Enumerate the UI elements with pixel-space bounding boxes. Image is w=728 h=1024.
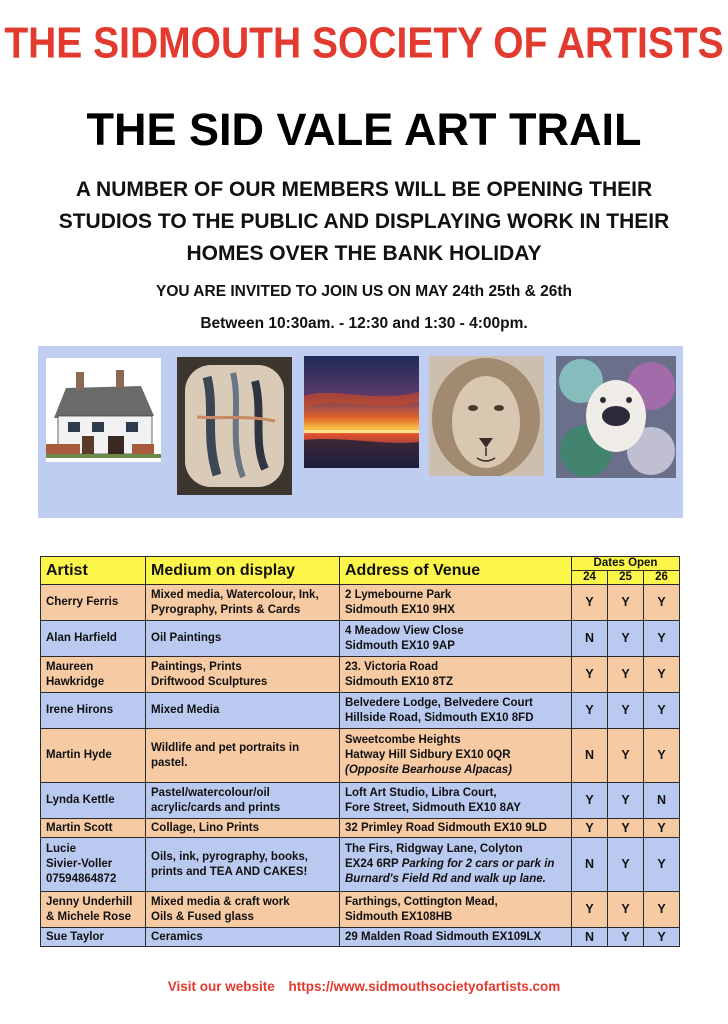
open-cell: Y: [644, 585, 680, 621]
medium-cell: Mixed media & craft work Oils & Fused glass: [146, 892, 340, 928]
website-label: Visit our website: [167, 979, 275, 994]
open-cell: Y: [644, 729, 680, 783]
opening-times: Between 10:30am. - 12:30 and 1:30 - 4:00pm.: [200, 315, 528, 332]
table-row: [41, 838, 680, 892]
table-row: [41, 783, 680, 819]
open-cell: N: [572, 621, 608, 657]
header-day: 26: [644, 571, 680, 585]
medium-cell: Pastel/watercolour/oil acrylic/cards and prints: [146, 783, 340, 819]
open-cell: Y: [644, 928, 680, 947]
artist-cell: Lynda Kettle: [41, 783, 146, 819]
website-link[interactable]: https://www.sidmouthsocietyofartists.com: [288, 979, 561, 994]
abstract-dog-painting-image: [556, 356, 676, 478]
header-artist: Artist: [41, 557, 146, 585]
open-cell: Y: [608, 585, 644, 621]
website-footer: [0, 979, 728, 994]
table-row: [41, 819, 680, 838]
open-cell: Y: [572, 693, 608, 729]
header-day: 25: [608, 571, 644, 585]
artist-cell: Martin Scott: [41, 819, 146, 838]
medium-cell: Oil Paintings: [146, 621, 340, 657]
open-cell: N: [572, 838, 608, 892]
lion-portrait-image: [429, 356, 544, 476]
address-cell: Belvedere Lodge, Belvedere Court Hillside Road, Sidmouth EX10 8FD: [340, 693, 572, 729]
open-cell: Y: [644, 838, 680, 892]
artist-cell: Martin Hyde: [41, 729, 146, 783]
ceramic-plate-image: [177, 357, 292, 495]
medium-cell: Mixed media, Watercolour, Ink, Pyrography, Prints & Cards: [146, 585, 340, 621]
open-cell: Y: [608, 819, 644, 838]
open-cell: Y: [608, 657, 644, 693]
artist-cell: Cherry Ferris: [41, 585, 146, 621]
address-cell: The Firs, Ridgway Lane, Colyton EX24 6RP Parking for 2 cars or park in Burnard's Field Rd and walk up lane.: [340, 838, 572, 892]
artist-cell: Sue Taylor: [41, 928, 146, 947]
open-cell: Y: [644, 819, 680, 838]
open-cell: Y: [608, 621, 644, 657]
address-cell: Loft Art Studio, Libra Court, Fore Street, Sidmouth EX10 8AY: [340, 783, 572, 819]
table-row: [41, 585, 680, 621]
cottage-watercolour-image: [46, 358, 161, 462]
open-cell: Y: [572, 585, 608, 621]
artist-cell: Lucie Sivier-Voller 07594864872: [41, 838, 146, 892]
open-cell: Y: [572, 819, 608, 838]
open-cell: Y: [572, 783, 608, 819]
open-cell: Y: [608, 928, 644, 947]
table-row: [41, 693, 680, 729]
table-row: [41, 621, 680, 657]
venues-table: [40, 556, 680, 947]
open-cell: N: [644, 783, 680, 819]
header-medium: Medium on display: [146, 557, 340, 585]
open-cell: Y: [608, 892, 644, 928]
address-cell: 4 Meadow View Close Sidmouth EX10 9AP: [340, 621, 572, 657]
artist-cell: Irene Hirons: [41, 693, 146, 729]
open-cell: Y: [608, 783, 644, 819]
open-cell: Y: [644, 621, 680, 657]
medium-cell: Mixed Media: [146, 693, 340, 729]
page-title: THE SID VALE ART TRAIL: [86, 104, 642, 155]
header-day: 24: [572, 571, 608, 585]
table-row: [41, 892, 680, 928]
open-cell: Y: [608, 729, 644, 783]
address-cell: 29 Malden Road Sidmouth EX109LX: [340, 928, 572, 947]
medium-cell: Collage, Lino Prints: [146, 819, 340, 838]
open-cell: N: [572, 928, 608, 947]
address-cell: Sweetcombe Heights Hatway Hill Sidbury EX10 0QR (Opposite Bearhouse Alpacas): [340, 729, 572, 783]
artist-cell: Maureen Hawkridge: [41, 657, 146, 693]
table-row: [41, 657, 680, 693]
artist-cell: Alan Harfield: [41, 621, 146, 657]
header-address: Address of Venue: [340, 557, 572, 585]
medium-cell: Wildlife and pet portraits in pastel.: [146, 729, 340, 783]
address-cell: 2 Lymebourne Park Sidmouth EX10 9HX: [340, 585, 572, 621]
artwork-gallery: [38, 346, 683, 518]
open-cell: Y: [644, 693, 680, 729]
table-row: [41, 928, 680, 947]
open-cell: Y: [572, 892, 608, 928]
sunset-painting-image: [304, 356, 419, 468]
address-cell: 32 Primley Road Sidmouth EX10 9LD: [340, 819, 572, 838]
open-cell: Y: [572, 657, 608, 693]
open-cell: Y: [644, 657, 680, 693]
medium-cell: Paintings, Prints Driftwood Sculptures: [146, 657, 340, 693]
medium-cell: Oils, ink, pyrography, books, prints and TEA AND CAKES!: [146, 838, 340, 892]
open-cell: Y: [608, 693, 644, 729]
open-cell: Y: [644, 892, 680, 928]
artist-cell: Jenny Underhill & Michele Rose: [41, 892, 146, 928]
header-dates-open: Dates Open: [572, 557, 680, 571]
open-cell: Y: [608, 838, 644, 892]
medium-cell: Ceramics: [146, 928, 340, 947]
address-cell: 23. Victoria Road Sidmouth EX10 8TZ: [340, 657, 572, 693]
table-row: [41, 729, 680, 783]
intro-text: A NUMBER OF OUR MEMBERS WILL BE OPENING THEIR STUDIOS TO THE PUBLIC AND DISPLAYING WORK IN THEIR HOMES OVER THE BANK HOLIDAY: [58, 178, 670, 265]
invite-text: YOU ARE INVITED TO JOIN US ON MAY 24th 25th & 26th: [155, 283, 572, 300]
society-name: THE SIDMOUTH SOCIETY OF ARTISTS: [4, 19, 724, 68]
address-cell: Farthings, Cottington Mead, Sidmouth EX108HB: [340, 892, 572, 928]
open-cell: N: [572, 729, 608, 783]
